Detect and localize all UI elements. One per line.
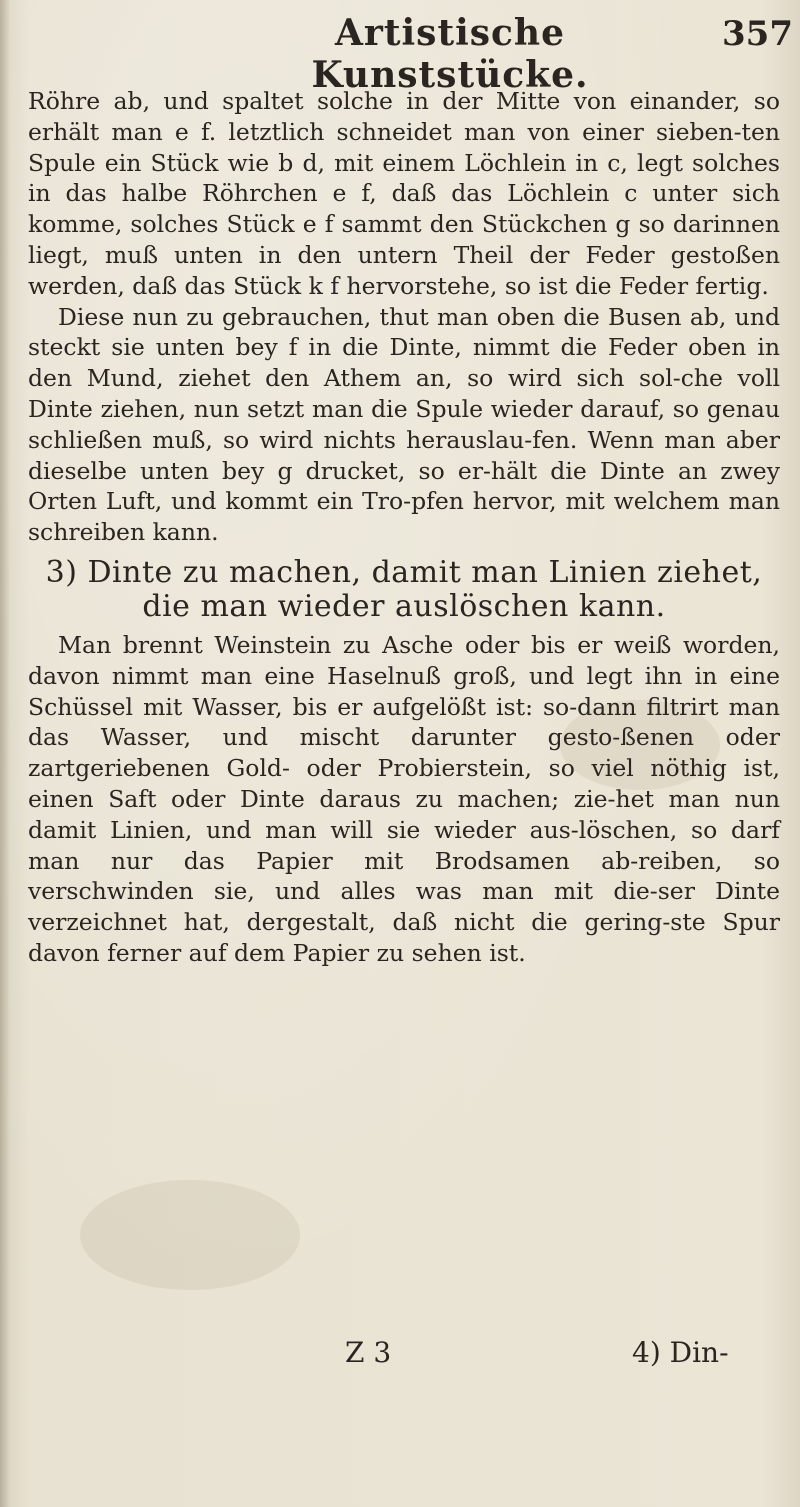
gutter-shadow bbox=[0, 0, 10, 1507]
paper-stain bbox=[80, 1180, 300, 1290]
running-title: Artistische Kunststücke. bbox=[311, 12, 589, 96]
running-head bbox=[0, 12, 800, 96]
body-text bbox=[28, 86, 780, 969]
catchword: 4) Din- bbox=[632, 1336, 729, 1369]
footer-line bbox=[0, 1336, 800, 1372]
paragraph: Röhre ab, und spaltet solche in der Mitte von einander, so erhält man e f. letztlich schneidet man von einer sieben-ten Spule ein Stück wie b d, mit einem Löchlein in c, legt solches in das halbe Röhrchen e f, daß das Löchlein c unter sich komme, solches Stück e f sammt den Stückchen g so darinnen liegt, muß unten in den untern Theil der Feder gestoßen werden, daß das Stück k f hervorstehe, so ist die Feder fertig. bbox=[28, 87, 780, 300]
paragraph: Man brennt Weinstein zu Asche oder bis er weiß worden, davon nimmt man eine Haselnuß groß, und legt ihn in eine Schüssel mit Wasser, bis er aufgelößt ist: so-dann filtrirt man das Wasser, und mischt darunter gesto-ßenen oder zartgeriebenen Gold- oder Probierstein, so viel nöthig ist, einen Saft oder Dinte daraus zu machen; zie-het man nun damit Linien, und man will sie wieder aus-löschen, so darf man nur das Papier mit Brodsamen ab-reiben, so verschwinden sie, und alles was man mit die-ser Dinte verzeichnet hat, dergestalt, daß nicht die gering-ste Spur davon ferner auf dem Papier zu sehen ist. bbox=[28, 630, 780, 967]
page-number: 357 bbox=[722, 14, 793, 54]
paragraph: Diese nun zu gebrauchen, thut man oben die Busen ab, und steckt sie unten bey f in die Dinte, nimmt die Feder oben in den Mund, ziehet den Athem an, so wird sich sol-che voll Dinte ziehen, nun setzt man die Spule wieder darauf, so genau schließen muß, so wird nichts herauslau-fen. Wenn man aber dieselbe unten bey g drucket, so er-hält die Dinte an zwey Orten Luft, und kommt ein Tro-pfen hervor, mit welchem man schreiben kann. bbox=[28, 302, 780, 547]
section-heading: 3) Dinte zu machen, damit man Linien ziehet, die man wieder auslöschen kann. bbox=[45, 554, 763, 624]
signature-mark: Z 3 bbox=[345, 1336, 392, 1369]
